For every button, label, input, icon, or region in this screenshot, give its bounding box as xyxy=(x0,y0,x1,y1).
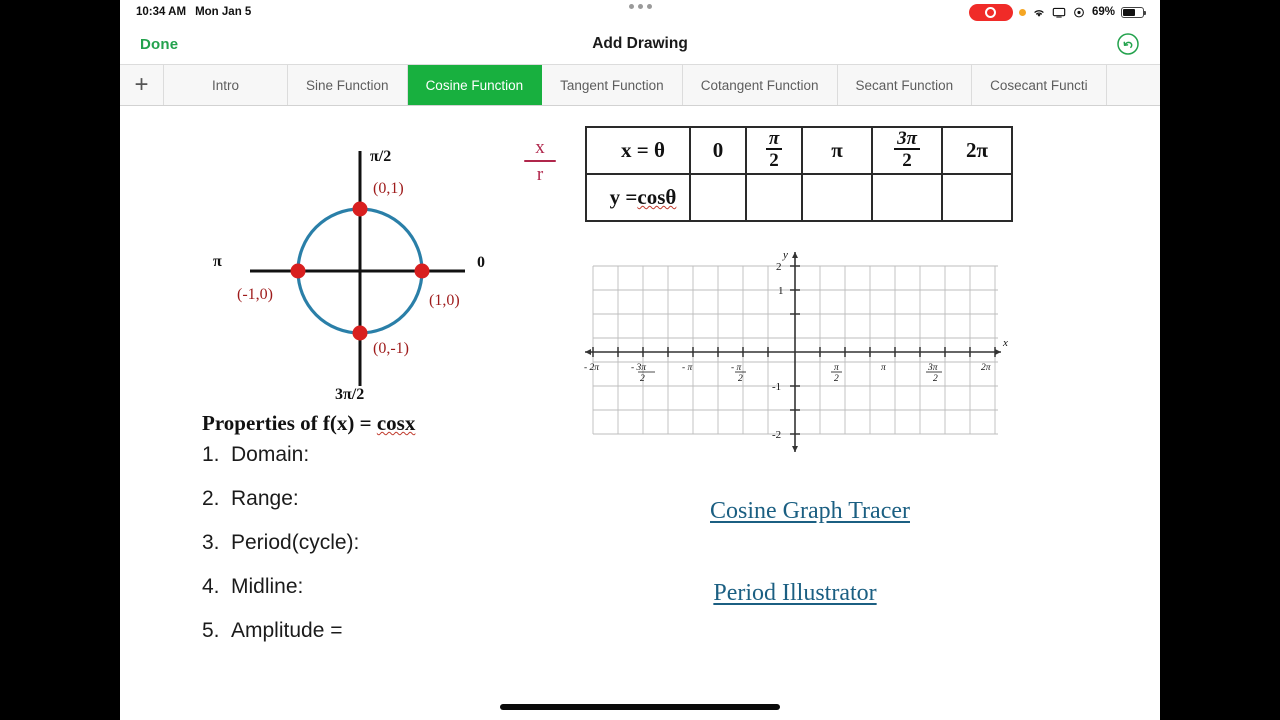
table-cell-value-3[interactable] xyxy=(872,174,942,221)
list-number: 3. xyxy=(202,531,220,554)
list-item-label: Period(cycle): xyxy=(231,531,360,554)
circle-point-label-1-0: (1,0) xyxy=(429,292,460,309)
tab-strip xyxy=(120,64,1160,106)
handle-dot-icon xyxy=(629,4,634,9)
navigation-bar xyxy=(120,24,1160,64)
ytick-1: 1 xyxy=(778,285,784,297)
properties-list xyxy=(202,443,532,643)
table-row-header-y-cos-theta: y =cosθ xyxy=(586,174,690,221)
circle-label-3pi-over-2: 3π/2 xyxy=(335,386,365,401)
add-tab-button[interactable]: + xyxy=(120,65,164,105)
xtick-pi-over-2: π xyxy=(834,363,839,373)
handwritten-fraction-x-over-r xyxy=(520,138,560,184)
battery-percent: 69% xyxy=(1091,6,1115,18)
xtick-3pi-over-2: 3π xyxy=(928,363,938,373)
page-title: Add Drawing xyxy=(592,35,688,52)
done-button[interactable]: Done xyxy=(140,35,179,53)
xtick-neg-pi: - π xyxy=(682,363,693,373)
xtick-pi: π xyxy=(881,363,886,373)
xtick-neg-2pi: - 2π xyxy=(584,363,600,373)
ipad-screen: 10:34 AM Mon Jan 5 69% Add Drawing Done + Intro Sine Function Cosine Function Tangent Function Cotangent Function Secant Function Cosecant Functi π/2 3π/2 π 0 (0,1) (-1,0) (1,0) (0,-1) x r x = θ 0 $\frac{\pi}{2}$ π $\frac{3\pi}{2}$ 2π y =cosθ - 2π - 3π 2 - π - π 2 π 2 π 3π 2 2π 2 1 -1 -2 y x Properties of f(x) = cosx 1. Domain: 2. Range: 3. Period(cycle): 4. Midline: 5. Amplitude = Cosine Graph Tracer Period Illustrator A xyxy=(120,0,1160,720)
list-item-label: Amplitude = xyxy=(231,619,343,642)
xtick-neg-pi-over-2: - π xyxy=(731,363,742,373)
handle-dot-icon xyxy=(638,4,643,9)
table-header-pi-over-2: $\frac{\pi}{2}$ xyxy=(746,127,802,174)
list-item-label: Range: xyxy=(231,487,299,510)
list-number: 1. xyxy=(202,443,220,466)
xtick-neg-3pi-over-2-den: 2 xyxy=(640,374,645,384)
properties-list-block xyxy=(202,411,532,663)
ytick-neg-2: -2 xyxy=(772,429,782,441)
table-cell-value-2[interactable] xyxy=(802,174,872,221)
drawing-canvas[interactable] xyxy=(120,106,1160,720)
cosine-blank-grid xyxy=(583,246,1008,456)
x-axis-label: x xyxy=(1003,337,1008,349)
tab-cosecant-function[interactable]: Cosecant Functi xyxy=(972,65,1107,105)
property-item-period xyxy=(202,531,532,555)
table-header-3pi-over-2: $\frac{3\pi}{2}$ xyxy=(872,127,942,174)
multitasking-handle[interactable] xyxy=(120,4,1160,9)
properties-title: Properties of f(x) = cosx xyxy=(202,411,416,435)
xtick-neg-3pi-over-2: - 3π xyxy=(631,363,647,373)
circle-label-pi-over-2: π/2 xyxy=(370,148,392,165)
link-period-illustrator[interactable]: Period Illustrator xyxy=(713,580,877,606)
table-row xyxy=(586,127,1012,174)
xtick-2pi: 2π xyxy=(981,363,991,373)
table-row-header-x-theta: x = θ xyxy=(586,127,690,174)
circle-label-pi: π xyxy=(213,253,222,270)
tab-tangent-function[interactable]: Tangent Function xyxy=(542,65,683,105)
xtick-3pi-over-2-den: 2 xyxy=(933,374,938,384)
home-indicator[interactable] xyxy=(500,704,780,710)
list-number: 4. xyxy=(202,575,220,598)
circle-point-label-neg1-0: (-1,0) xyxy=(237,286,273,303)
tab-cosine-function[interactable]: Cosine Function xyxy=(408,65,543,105)
xtick-neg-pi-over-2-den: 2 xyxy=(738,374,743,384)
theta-cos-table xyxy=(585,126,1013,222)
circle-point-label-0-1: (0,1) xyxy=(373,180,404,197)
fraction-numerator: x xyxy=(535,137,545,158)
fraction-denominator: r xyxy=(536,164,544,185)
property-item-midline xyxy=(202,575,532,599)
table-cell-value-1[interactable] xyxy=(746,174,802,221)
property-item-amplitude xyxy=(202,619,532,643)
ytick-neg-1: -1 xyxy=(772,381,782,393)
list-number: 2. xyxy=(202,487,220,510)
fraction-bar xyxy=(524,160,556,162)
table-header-0: 0 xyxy=(690,127,746,174)
tab-intro[interactable]: Intro xyxy=(164,65,288,105)
property-item-range xyxy=(202,487,532,511)
table-cell-value-0[interactable] xyxy=(690,174,746,221)
y-axis-label: y xyxy=(783,249,788,261)
table-row xyxy=(586,174,1012,221)
tab-secant-function[interactable]: Secant Function xyxy=(838,65,973,105)
circle-point-label-0-neg1: (0,-1) xyxy=(373,340,409,357)
circle-label-zero: 0 xyxy=(477,254,485,271)
tab-sine-function[interactable]: Sine Function xyxy=(288,65,408,105)
link-cosine-graph-tracer[interactable]: Cosine Graph Tracer xyxy=(710,498,910,524)
ytick-2: 2 xyxy=(776,261,782,273)
property-item-domain xyxy=(202,443,532,467)
table-cell-value-4[interactable] xyxy=(942,174,1012,221)
microphone-in-use-dot-icon xyxy=(1019,9,1026,16)
list-item-label: Domain: xyxy=(231,443,310,466)
table-header-2pi: 2π xyxy=(942,127,1012,174)
tab-cotangent-function[interactable]: Cotangent Function xyxy=(683,65,838,105)
handle-dot-icon xyxy=(647,4,652,9)
properties-title-cosx: cosx xyxy=(376,411,416,435)
xtick-pi-over-2-den: 2 xyxy=(834,374,839,384)
status-time: 10:34 AM xyxy=(136,6,187,18)
unit-circle-diagram xyxy=(195,131,535,401)
status-date: Mon Jan 5 xyxy=(195,6,252,18)
theta-cos-table-wrapper xyxy=(585,126,1013,222)
list-number: 5. xyxy=(202,619,220,642)
table-header-pi: π xyxy=(802,127,872,174)
list-item-label: Midline: xyxy=(231,575,304,598)
